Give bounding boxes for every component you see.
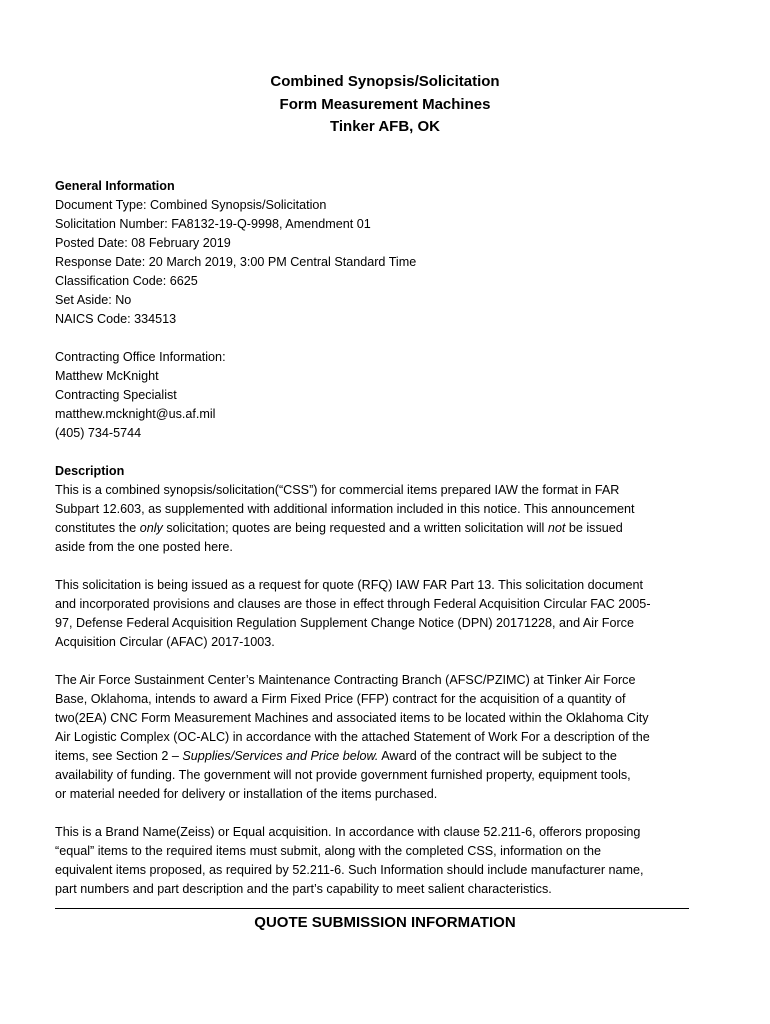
contracting-office-heading: Contracting Office Information: <box>55 350 226 364</box>
title-line-2: Form Measurement Machines <box>279 95 491 113</box>
contact-name: Matthew McKnight <box>55 369 159 383</box>
text-run: solicitation; quotes are being requested and a written solicitation will <box>162 521 548 535</box>
general-information-heading: General Information <box>55 179 175 193</box>
paragraph-line <box>55 519 723 538</box>
paragraph-line: 97, Defense Federal Acquisition Regulation Supplement Change Notice (DPN) 20171228, and Air Force <box>55 616 634 630</box>
response-date: Response Date: 20 March 2019, 3:00 PM Central Standard Time <box>55 255 417 269</box>
paragraph-line: availability of funding. The government will not provide government furnished property, equipment tools, <box>55 768 631 782</box>
document-title <box>0 71 770 139</box>
paragraph-line: The Air Force Sustainment Center’s Maintenance Contracting Branch (AFSC/PZIMC) at Tinker Air Force <box>55 673 636 687</box>
title-line-3: Tinker AFB, OK <box>329 118 441 135</box>
text-run: items, see Section 2 – <box>55 749 183 763</box>
text-run: constitutes the <box>55 521 140 535</box>
description-paragraph-4 <box>55 823 723 899</box>
paragraph-line: This is a Brand Name(Zeiss) or Equal acquisition. In accordance with clause 52.211-6, offerors proposing <box>55 825 641 839</box>
contact-email[interactable]: matthew.mcknight@us.af.mil <box>55 407 216 421</box>
description-paragraph-3 <box>55 671 723 804</box>
paragraph-line: part numbers and part description and the part’s capability to meet salient characteristics. <box>55 882 552 896</box>
contact-role: Contracting Specialist <box>55 388 177 402</box>
paragraph-line: two(2EA) CNC Form Measurement Machines and associated items to be located within the Oklahoma City <box>55 711 649 725</box>
paragraph-line: “equal” items to the required items must submit, along with the completed CSS, information on the <box>55 844 601 858</box>
spacer <box>55 443 723 462</box>
description-paragraph-1 <box>55 481 723 557</box>
spacer <box>55 652 723 671</box>
section-divider <box>55 908 689 909</box>
paragraph-line: This solicitation is being issued as a request for quote (RFQ) IAW FAR Part 13. This solicitation document <box>55 578 643 592</box>
text-run: Award of the contract will be subject to the <box>378 749 617 763</box>
emphasis-only: only <box>139 521 163 535</box>
text-run: be issued <box>565 521 623 535</box>
title-line-1: Combined Synopsis/Solicitation <box>270 73 500 90</box>
description-heading: Description <box>55 464 125 478</box>
emphasis-not: not <box>547 521 566 535</box>
contact-phone: (405) 734-5744 <box>55 426 142 440</box>
paragraph-line: aside from the one posted here. <box>55 540 233 554</box>
description-section <box>55 462 723 899</box>
spacer <box>55 329 723 348</box>
spacer <box>55 557 723 576</box>
posted-date: Posted Date: 08 February 2019 <box>55 236 231 250</box>
paragraph-line: and incorporated provisions and clauses are those in effect through Federal Acquisition Circular FAC 2005- <box>55 597 651 611</box>
document-type: Document Type: Combined Synopsis/Solicitation <box>55 198 327 212</box>
paragraph-line: Acquisition Circular (AFAC) 2017-1003. <box>55 635 275 649</box>
set-aside: Set Aside: No <box>55 293 132 307</box>
paragraph-line: Subpart 12.603, as supplemented with additional information included in this notice. This announcement <box>55 502 635 516</box>
general-information-section <box>55 177 723 329</box>
description-paragraph-2 <box>55 576 723 652</box>
paragraph-line <box>55 747 723 766</box>
paragraph-line: Base, Oklahoma, intends to award a Firm Fixed Price (FFP) contract for the acquisition of a quantity of <box>55 692 626 706</box>
emphasis-supplies-services: Supplies/Services and Price below. <box>182 749 379 763</box>
classification-code: Classification Code: 6625 <box>55 274 198 288</box>
document-body <box>55 177 723 899</box>
paragraph-line: equivalent items proposed, as required by 52.211-6. Such Information should include manufacturer name, <box>55 863 644 877</box>
solicitation-number: Solicitation Number: FA8132-19-Q-9998, Amendment 01 <box>55 217 371 231</box>
spacer <box>55 804 723 823</box>
naics-code: NAICS Code: 334513 <box>55 312 177 326</box>
paragraph-line: or material needed for delivery or installation of the items purchased. <box>55 787 438 801</box>
paragraph-line: Air Logistic Complex (OC-ALC) in accordance with the attached Statement of Work For a description of the <box>55 730 650 744</box>
paragraph-line: This is a combined synopsis/solicitation(“CSS”) for commercial items prepared IAW the format in FAR <box>55 483 620 497</box>
contracting-office-section <box>55 348 723 443</box>
quote-submission-heading: QUOTE SUBMISSION INFORMATION <box>254 914 516 931</box>
